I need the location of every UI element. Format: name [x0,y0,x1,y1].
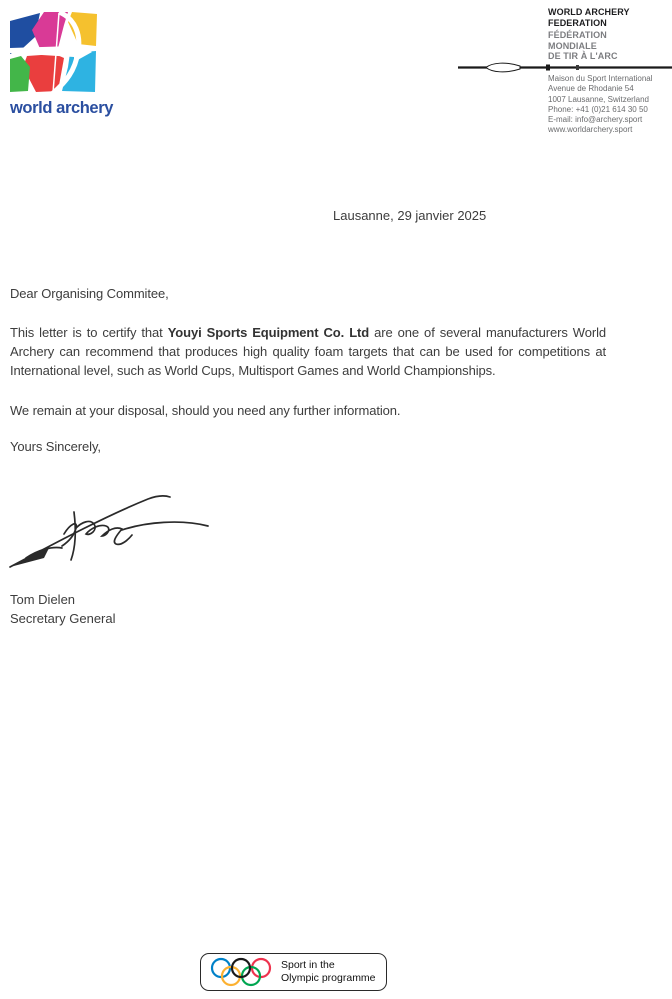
address-line-1: Maison du Sport International [548,74,653,83]
org-name-english [548,7,668,28]
olympic-programme-badge [200,953,387,991]
company-name: Youyi Sports Equipment Co. Ltd [167,325,370,340]
address-line-website: www.worldarchery.sport [548,125,633,135]
olympic-rings-icon [210,957,272,987]
org-name-fr-line1: FÉDÉRATION [548,30,607,40]
olympic-badge-line2: Olympic programme [281,972,376,984]
org-name-fr-line3: DE TIR À L'ARC [548,51,618,61]
letter-body [10,284,606,456]
paragraph-certification-rest: are one of several manufacturers World Archery can recommend that produces high quality foam targets that can be used for competitions at International level, such as World Cups, Multisport Games and World Championships. [10,325,606,378]
signer-block [10,590,116,628]
closing: Yours Sincerely, [10,439,101,454]
world-archery-logo [10,12,114,118]
world-archery-logo-icon [10,12,98,94]
paragraph-certification-lead: This letter is to certify that [10,325,168,340]
paragraph-certification [10,323,606,380]
signature-handwriting [6,486,211,574]
dateline: Lausanne, 29 janvier 2025 [333,208,487,223]
address-line-3: 1007 Lausanne, Switzerland [548,94,649,104]
salutation: Dear Organising Commitee, [10,286,169,301]
arrow-icon [458,61,672,74]
address-line-phone: Phone: +41 (0)21 614 30 50 [548,104,648,114]
olympic-badge-line1: Sport in the [281,959,335,971]
address-line-email: E-mail: info@archery.sport [548,115,643,125]
signer-title: Secretary General [10,611,116,626]
paragraph-disposal: We remain at your disposal, should you need any further information. [10,403,401,418]
org-name-en-line2: FEDERATION [548,17,607,28]
org-name-en-line1: WORLD ARCHERY [548,7,630,17]
olympic-badge-text [281,959,376,985]
address-line-2: Avenue de Rhodanie 54 [548,84,634,94]
world-archery-wordmark: world archery [10,99,114,117]
address-block [548,74,668,136]
org-name-fr-line2: MONDIALE [548,40,597,51]
org-name-block [548,7,668,62]
org-name-french [548,30,668,62]
signer-name: Tom Dielen [10,592,76,607]
